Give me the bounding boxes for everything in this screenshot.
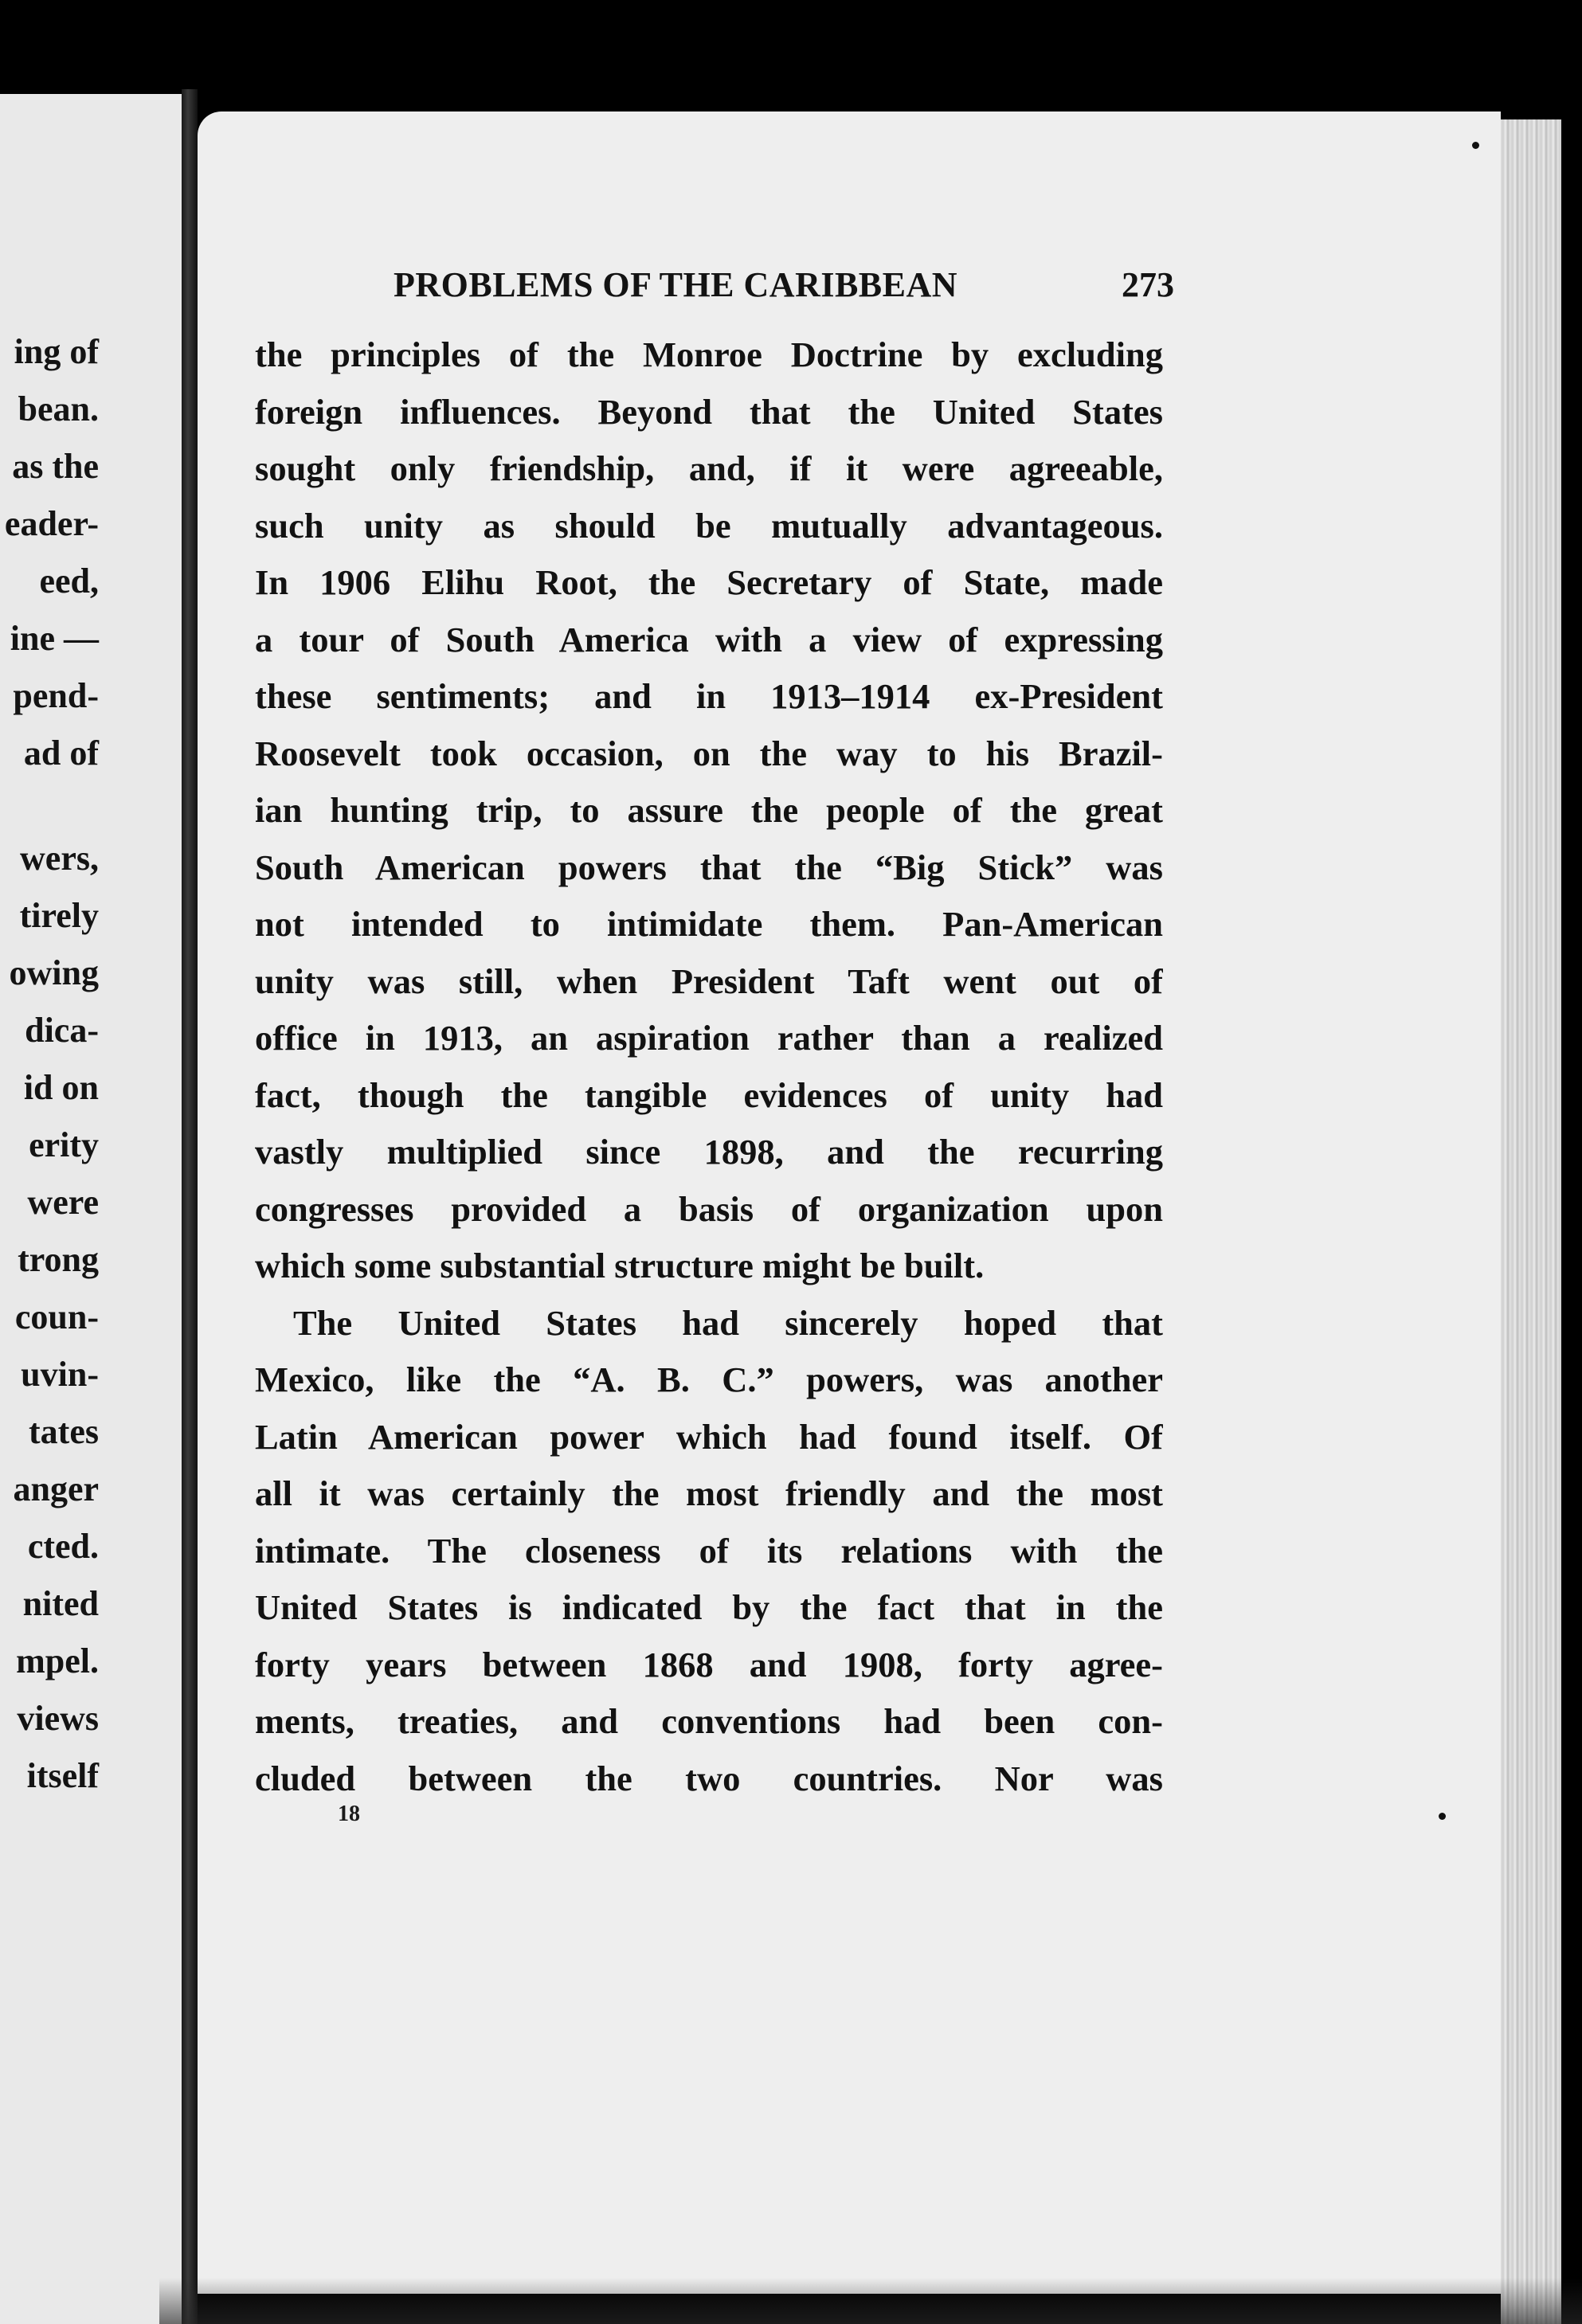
- text-line: fact, though the tangible evidences of unity had: [255, 1074, 1163, 1115]
- text-line: intimate. The closeness of its relations with the: [255, 1530, 1163, 1571]
- text-line: which some substantial structure might be built.: [255, 1246, 985, 1285]
- left-line-fragment: dica-: [25, 1011, 99, 1050]
- left-line-fragment: views: [17, 1699, 99, 1738]
- text-line: Roosevelt took occasion, on the way to his Brazil-: [255, 733, 1163, 773]
- left-line-fragment: nited: [22, 1584, 99, 1623]
- left-line-fragment: anger: [13, 1469, 99, 1508]
- left-line-fragment: eader-: [4, 504, 99, 543]
- left-line-fragment: uvin-: [21, 1355, 99, 1394]
- left-line-fragment: cted.: [27, 1527, 99, 1566]
- dust-speck: [1439, 1813, 1446, 1820]
- text-line: foreign influences. Beyond that the United States: [255, 391, 1163, 432]
- left-line-fragment: were: [27, 1183, 99, 1222]
- left-line-fragment: bean.: [18, 389, 99, 428]
- left-line-fragment: ing of: [14, 332, 99, 371]
- text-line: ments, treaties, and conventions had been con-: [255, 1701, 1163, 1741]
- text-line: The United States had sincerely hoped that: [293, 1302, 1163, 1343]
- left-line-fragment: owing: [9, 953, 99, 992]
- left-line-fragment: eed,: [39, 561, 99, 601]
- text-line: In 1906 Elihu Root, the Secretary of State, made: [255, 562, 1163, 602]
- left-line-fragment: coun-: [14, 1297, 99, 1336]
- text-line: United States is indicated by the fact that in the: [255, 1587, 1163, 1627]
- text-line: not intended to intimidate them. Pan-American: [255, 904, 1163, 944]
- running-title: PROBLEMS OF THE CARIBBEAN: [394, 265, 958, 304]
- bottom-shadow: [159, 2278, 1582, 2324]
- left-line-fragment: id on: [23, 1068, 99, 1107]
- page-edge: [1501, 119, 1561, 2324]
- text-line: such unity as should be mutually advantageous.: [255, 505, 1163, 546]
- text-line: vastly multiplied since 1898, and the recurring: [255, 1132, 1163, 1172]
- text-line: Latin American power which had found itself. Of: [255, 1416, 1163, 1457]
- signature-mark: 18: [338, 1802, 360, 1826]
- left-line-fragment: ine —: [10, 619, 99, 658]
- left-line-fragment: erity: [29, 1125, 99, 1164]
- left-page-sliver: [0, 94, 182, 2324]
- text-line: forty years between 1868 and 1908, forty agree-: [255, 1644, 1163, 1684]
- text-line: all it was certainly the most friendly and the most: [255, 1473, 1163, 1513]
- text-line: Mexico, like the “A. B. C.” powers, was another: [255, 1360, 1163, 1399]
- body-text: [255, 327, 1163, 1807]
- page-number: 273: [1122, 265, 1174, 304]
- book-gutter: [182, 89, 198, 2324]
- left-line-fragment: trong: [18, 1240, 99, 1279]
- text-line: these sentiments; and in 1913–1914 ex-President: [255, 676, 1163, 716]
- text-line: a tour of South America with a view of expressing: [255, 619, 1163, 659]
- text-line: the principles of the Monroe Doctrine by excluding: [255, 335, 1163, 374]
- text-line: unity was still, when President Taft went out of: [255, 961, 1163, 1001]
- left-line-fragment: pend-: [13, 676, 99, 715]
- left-line-fragment: itself: [26, 1756, 99, 1795]
- running-head: [394, 261, 1174, 309]
- text-line: office in 1913, an aspiration rather than a realized: [255, 1018, 1163, 1058]
- text-line: ian hunting trip, to assure the people of the great: [255, 790, 1163, 830]
- text-line: sought only friendship, and, if it were agreeable,: [255, 448, 1163, 488]
- dust-speck: [1472, 142, 1479, 149]
- left-line-fragment: tates: [29, 1412, 99, 1451]
- left-page-text: [0, 323, 182, 1805]
- text-line: South American powers that the “Big Stick” was: [255, 847, 1163, 887]
- text-line: cluded between the two countries. Nor was: [255, 1758, 1163, 1798]
- left-line-fragment: ad of: [23, 734, 99, 773]
- left-line-fragment: as the: [12, 447, 99, 486]
- left-line-fragment: mpel.: [16, 1641, 99, 1680]
- left-line-fragment: wers,: [20, 839, 99, 878]
- text-line: congresses provided a basis of organization upon: [255, 1188, 1163, 1229]
- left-line-fragment: tirely: [19, 896, 99, 935]
